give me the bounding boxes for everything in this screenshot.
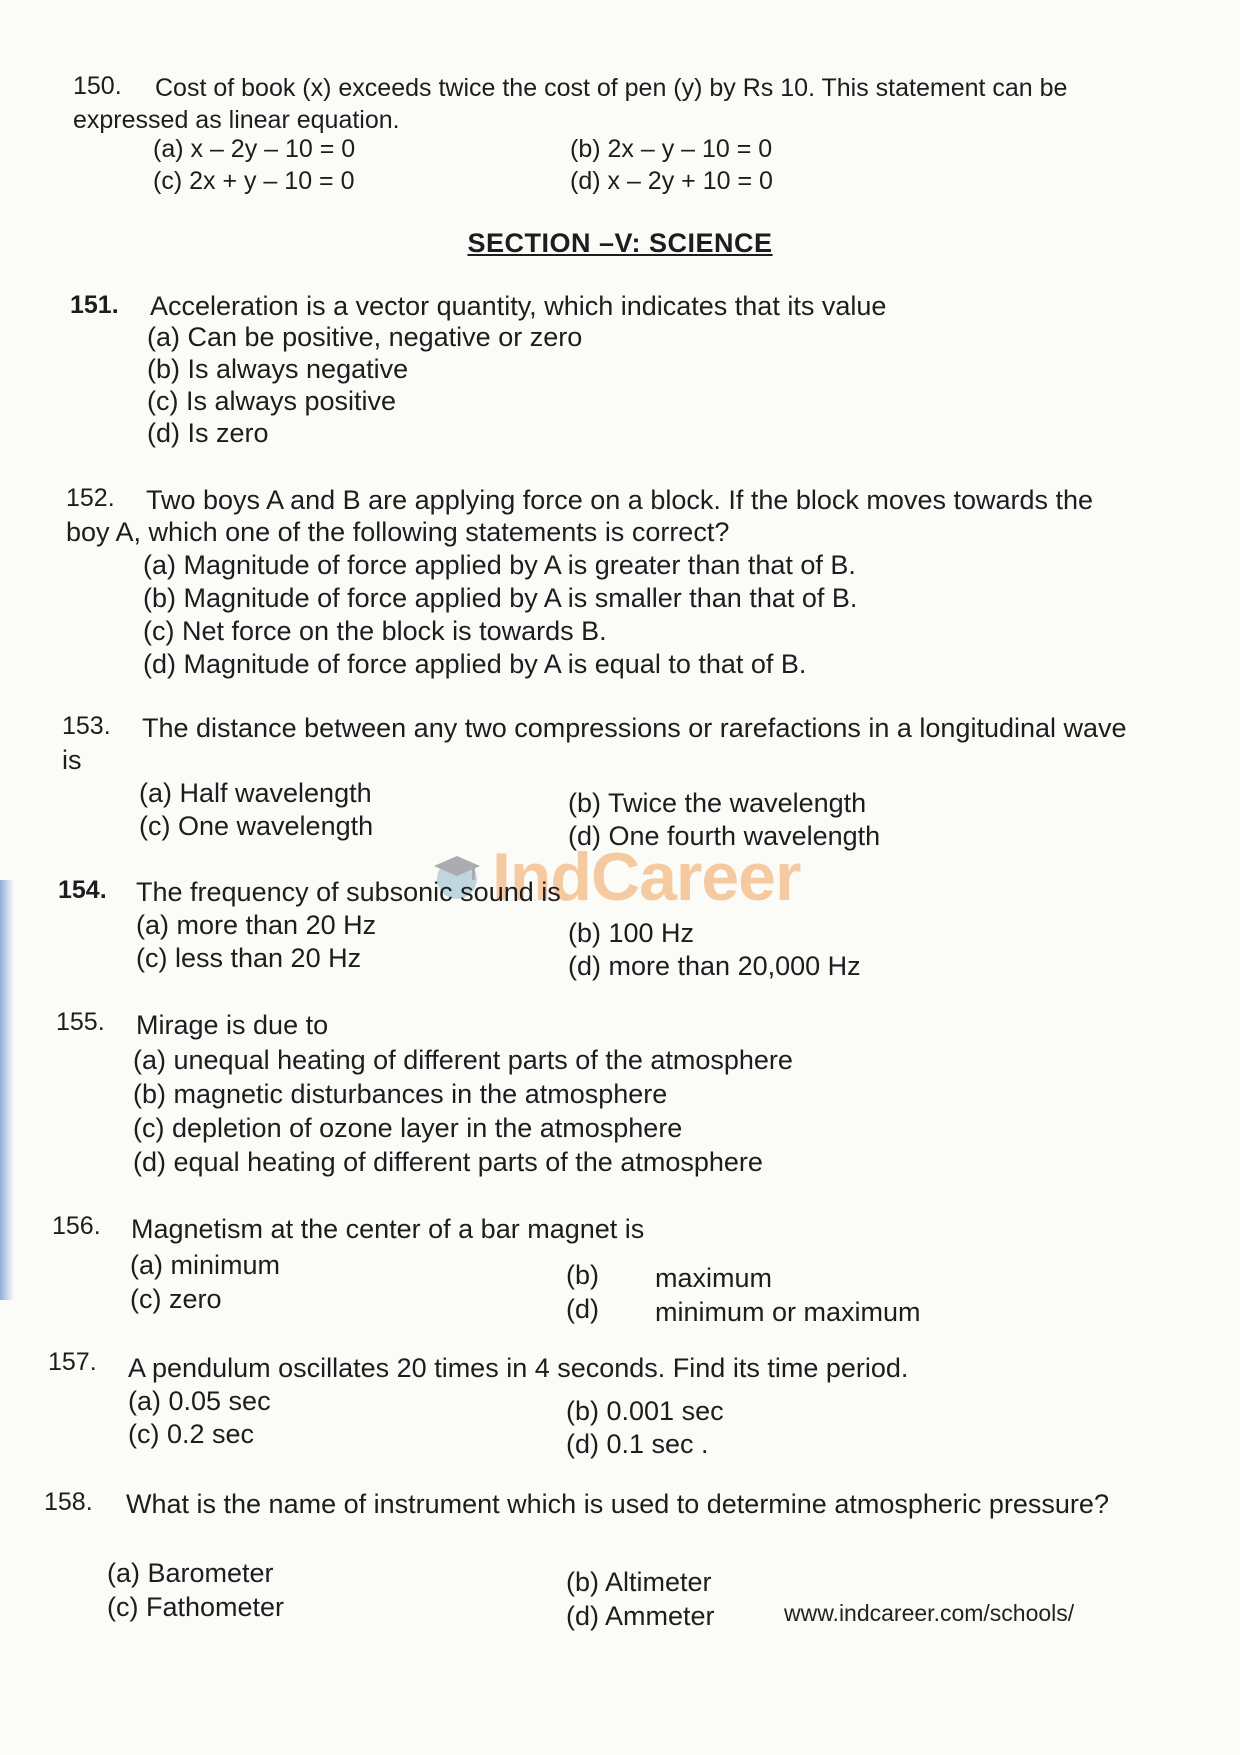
option-c: (c) 2x + y – 10 = 0 xyxy=(153,167,355,195)
question-number: 151. xyxy=(70,291,119,319)
option-c: (c) zero xyxy=(130,1284,222,1314)
question-stem: The frequency of subsonic sound is xyxy=(136,877,561,907)
option-b-label: (b) xyxy=(566,1260,599,1290)
option-d: (d) more than 20,000 Hz xyxy=(568,951,861,981)
option-b: (b) Is always negative xyxy=(147,354,409,384)
question-stem: Acceleration is a vector quantity, which indicates that its value xyxy=(150,291,887,321)
option-b: (b) 100 Hz xyxy=(568,918,695,948)
question-number: 158. xyxy=(44,1488,93,1516)
question-number: 154. xyxy=(58,876,107,904)
question-stem: A pendulum oscillates 20 times in 4 seconds. Find its time period. xyxy=(128,1353,909,1383)
option-a: (a) Barometer xyxy=(107,1558,274,1588)
option-b: (b) 2x – y – 10 = 0 xyxy=(570,135,773,163)
option-d-text: minimum or maximum xyxy=(655,1297,921,1327)
question-stem: Mirage is due to xyxy=(136,1010,329,1040)
option-d: (d) equal heating of different parts of the atmosphere xyxy=(133,1147,763,1177)
option-d: (d) x – 2y + 10 = 0 xyxy=(570,167,773,195)
question-stem: Cost of book (x) exceeds twice the cost of pen (y) by Rs 10. This statement can be expressed as linear equation. xyxy=(73,74,1068,134)
question-stem: The distance between any two compressions or rarefactions in a longitudinal wave is xyxy=(62,713,1127,775)
footer-url: www.indcareer.com/schools/ xyxy=(784,1600,1075,1626)
option-a: (a) Half wavelength xyxy=(139,778,372,808)
option-d: (d) One fourth wavelength xyxy=(568,821,881,851)
option-d: (d) Ammeter xyxy=(566,1601,715,1631)
option-c: (c) One wavelength xyxy=(139,811,374,841)
question-stem: Two boys A and B are applying force on a block. If the block moves towards the boy A, which one of the following statements is correct? xyxy=(66,485,1094,547)
option-c: (c) Is always positive xyxy=(147,386,397,416)
option-a: (a) Can be positive, negative or zero xyxy=(147,322,583,352)
option-a: (a) minimum xyxy=(130,1250,281,1280)
option-a: (a) 0.05 sec xyxy=(128,1386,271,1416)
option-a: (a) unequal heating of different parts of the atmosphere xyxy=(133,1045,793,1075)
question-number: 150. xyxy=(73,72,122,100)
option-d-label: (d) xyxy=(566,1294,599,1324)
option-b: (b) Altimeter xyxy=(566,1567,712,1597)
option-a: (a) Magnitude of force applied by A is greater than that of B. xyxy=(143,550,856,580)
option-d: (d) Is zero xyxy=(147,418,269,448)
option-b: (b) 0.001 sec xyxy=(566,1396,724,1426)
option-a: (a) x – 2y – 10 = 0 xyxy=(153,135,356,163)
question-number: 153. xyxy=(62,712,111,740)
scan-edge-smudge xyxy=(0,880,14,1300)
question-number: 155. xyxy=(56,1008,105,1036)
option-a: (a) more than 20 Hz xyxy=(136,910,377,940)
option-b-text: maximum xyxy=(655,1263,773,1293)
option-d: (d) 0.1 sec . xyxy=(566,1429,709,1459)
option-c: (c) Net force on the block is towards B. xyxy=(143,616,607,646)
option-c: (c) depletion of ozone layer in the atmosphere xyxy=(133,1113,683,1143)
question-number: 152. xyxy=(66,484,115,512)
section-title: SECTION –V: SCIENCE xyxy=(467,228,773,258)
question-stem: Magnetism at the center of a bar magnet is xyxy=(131,1214,645,1244)
option-b: (b) magnetic disturbances in the atmosphere xyxy=(133,1079,668,1109)
option-c: (c) Fathometer xyxy=(107,1592,285,1622)
option-c: (c) less than 20 Hz xyxy=(136,943,362,973)
option-b: (b) Magnitude of force applied by A is smaller than that of B. xyxy=(143,583,858,613)
option-c: (c) 0.2 sec xyxy=(128,1419,255,1449)
question-number: 157. xyxy=(48,1348,97,1376)
watermark-text: IndCareer xyxy=(492,839,801,915)
question-stem: What is the name of instrument which is used to determine atmospheric pressure? xyxy=(126,1489,1109,1519)
question-number: 156. xyxy=(52,1212,101,1240)
option-b: (b) Twice the wavelength xyxy=(568,788,867,818)
option-d: (d) Magnitude of force applied by A is equal to that of B. xyxy=(143,649,807,679)
